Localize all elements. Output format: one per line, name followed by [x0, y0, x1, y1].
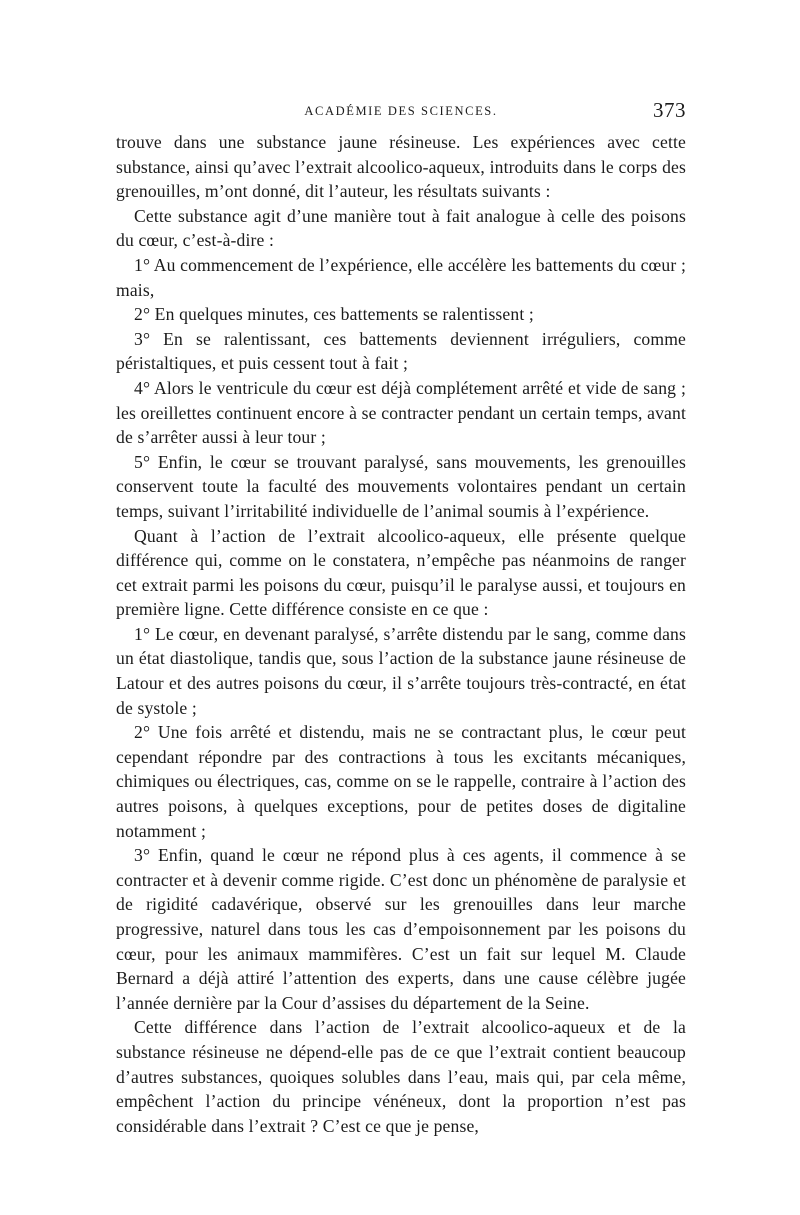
list-item-1: 1° Au commencement de l’expérience, elle accélère les battements du cœur ; mais,: [116, 254, 686, 300]
paragraph-continuation: trouve dans une substance jaune résineuse. Les expériences avec cette substance, ainsi qu’avec l’extrait alcoolico-aqueux, introduits dans le corps des grenouilles, m’ont donné, dit l’auteur, les résultats suivants :: [116, 132, 686, 202]
paragraph: Cette substance agit d’une manière tout à fait analogue à celle des poisons du cœur, c’est-à-dire :: [116, 205, 686, 251]
body-text: [116, 130, 686, 1138]
paragraph: Quant à l’action de l’extrait alcoolico-aqueux, elle présente quelque différence qui, comme on le constatera, n’empêche pas néanmoins de ranger cet extrait parmi les poisons du cœur, puisqu’il le paralyse aussi, et toujours en première ligne. Cette différence consiste en ce que :: [116, 525, 686, 620]
page-number: 373: [653, 98, 686, 122]
list-item-3: 3° Enfin, quand le cœur ne répond plus à ces agents, il commence à se contracter et à devenir comme rigide. C’est donc un phénomène de paralysie et de rigidité cadavérique, observé sur les grenouilles dans leur marche progressive, naturel dans tous les cas d’empoisonnement par les poisons du cœur, pour les animaux mammifères. C’est un fait sur lequel M. Claude Bernard a déjà attiré l’attention des experts, dans une cause célèbre jugée l’année dernière par la Cour d’assises du département de la Seine.: [116, 845, 686, 1013]
list-item-1: 1° Le cœur, en devenant paralysé, s’arrête distendu par le sang, comme dans un état diastolique, tandis que, sous l’action de la substance jaune résineuse de Latour et des autres poisons du cœur, il s’arrête toujours très-contracté, en état de systole ;: [116, 623, 686, 718]
book-page: [116, 98, 686, 1138]
page-header: [116, 98, 686, 124]
list-item-2: 2° Une fois arrêté et distendu, mais ne se contractant plus, le cœur peut cependant répondre par des contractions à tous les excitants mécaniques, chimiques ou électriques, cas, comme on se le rappelle, contraire à l’action des autres poisons, à quelques exceptions, pour de petites doses de digitaline notamment ;: [116, 722, 686, 841]
list-item-2: 2° En quelques minutes, ces battements se ralentissent ;: [134, 304, 534, 325]
list-item-3: 3° En se ralentissant, ces battements deviennent irréguliers, comme péristaltiques, et puis cessent tout à fait ;: [116, 328, 686, 374]
running-title: ACADÉMIE DES SCIENCES.: [304, 104, 498, 118]
paragraph: Cette différence dans l’action de l’extrait alcoolico-aqueux et de la substance résineuse ne dépend-elle pas de ce que l’extrait contient beaucoup d’autres substances, quoiques solubles dans l’eau, mais qui, par cela même, empêchent l’action du principe vénéneux, dont la proportion n’est pas considérable dans l’extrait ? C’est ce que je pense,: [116, 1017, 686, 1136]
list-item-5: 5° Enfin, le cœur se trouvant paralysé, sans mouvements, les grenouilles conservent toute la faculté des mouvements volontaires pendant un certain temps, suivant l’irritabilité individuelle de l’animal soumis à l’expérience.: [116, 451, 686, 521]
list-item-4: 4° Alors le ventricule du cœur est déjà complétement arrêté et vide de sang ; les oreillettes continuent encore à se contracter pendant un certain temps, avant de s’arrêter aussi à leur tour ;: [116, 377, 686, 448]
